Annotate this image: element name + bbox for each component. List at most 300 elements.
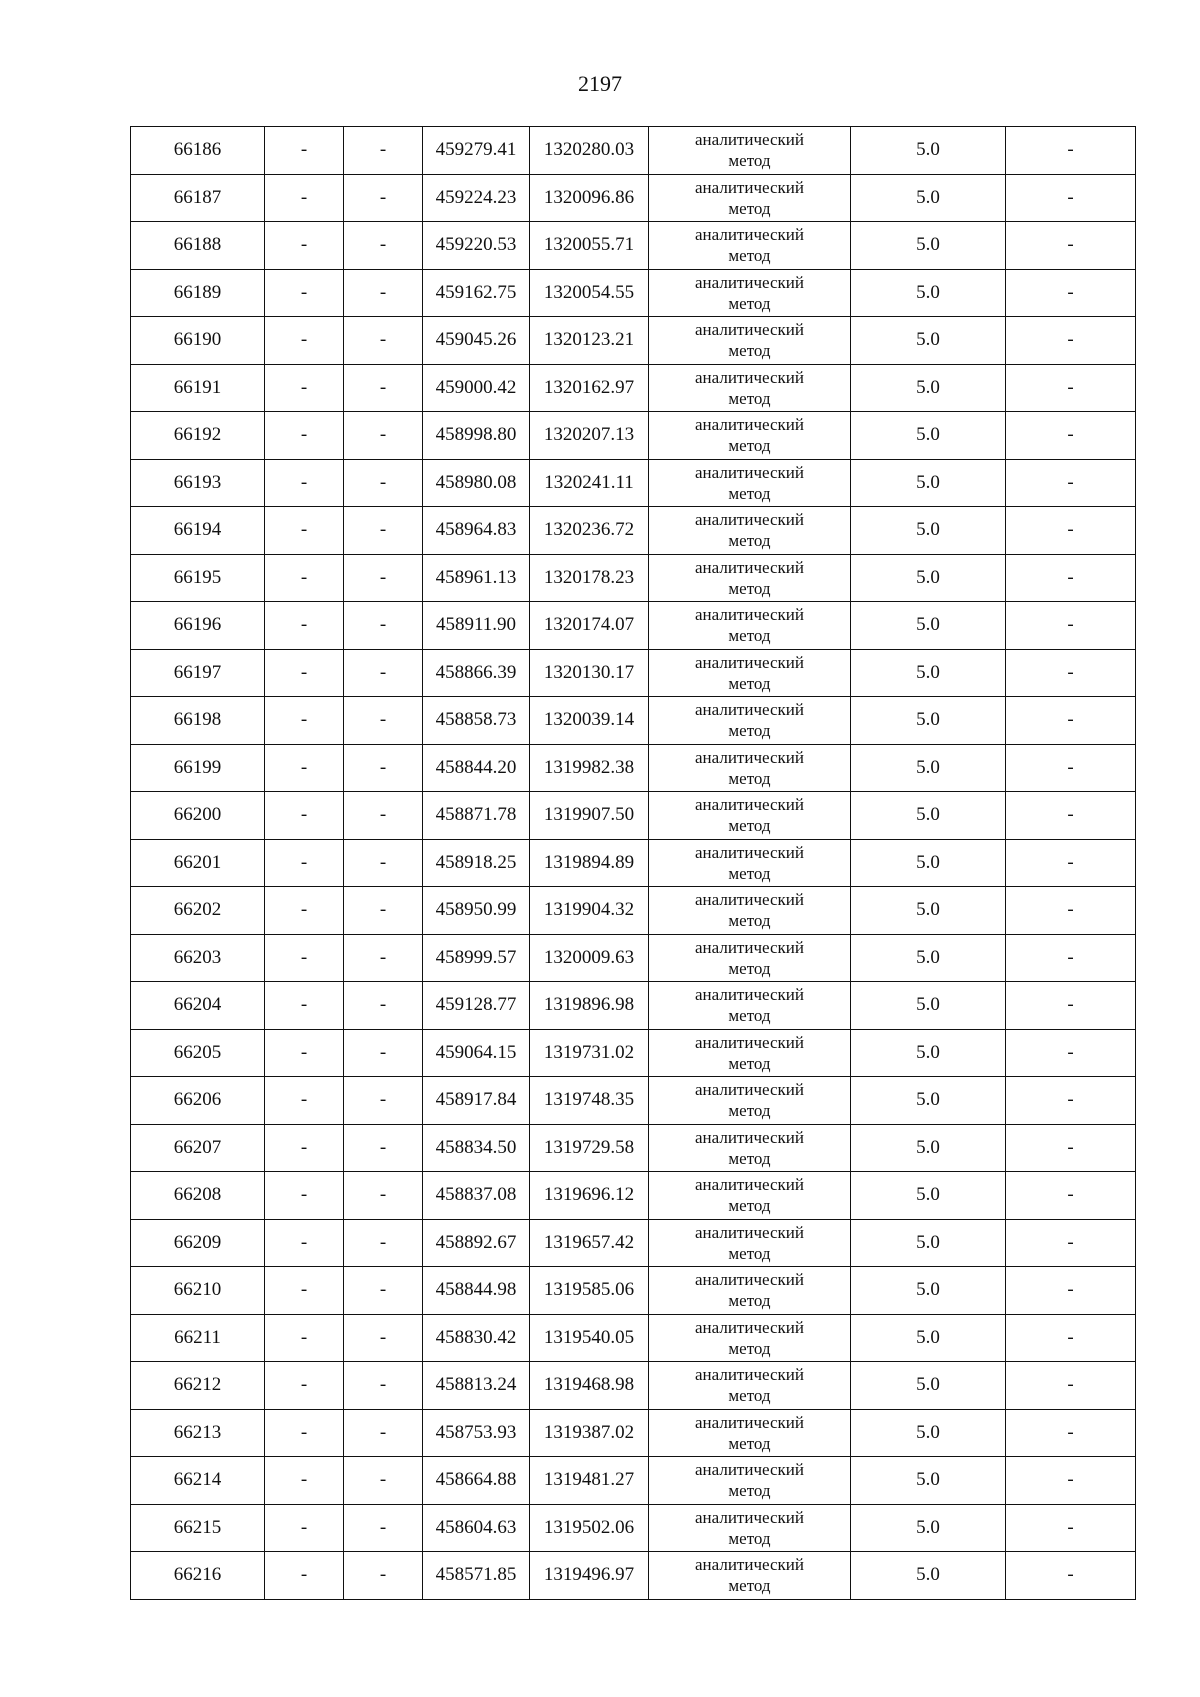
point-number-cell: 66211 (131, 1314, 265, 1362)
x-coordinate-cell: 458871.78 (423, 792, 530, 840)
note-cell: - (1006, 317, 1136, 365)
x-coordinate-cell: 459000.42 (423, 364, 530, 412)
x-coordinate-cell: 458664.88 (423, 1457, 530, 1505)
empty-cell-2: - (344, 174, 423, 222)
table-row (131, 222, 1136, 270)
empty-cell-2: - (344, 1314, 423, 1362)
accuracy-cell: 5.0 (851, 1219, 1006, 1267)
note-cell: - (1006, 602, 1136, 650)
table-row (131, 459, 1136, 507)
method-cell (649, 1029, 851, 1077)
table-row (131, 1077, 1136, 1125)
y-coordinate-cell: 1319502.06 (530, 1504, 649, 1552)
note-cell: - (1006, 1219, 1136, 1267)
point-number-cell: 66186 (131, 127, 265, 175)
method-cell (649, 982, 851, 1030)
table-row (131, 317, 1136, 365)
x-coordinate-cell: 459045.26 (423, 317, 530, 365)
method-line-1: аналитический (695, 462, 804, 482)
y-coordinate-cell: 1319657.42 (530, 1219, 649, 1267)
accuracy-cell: 5.0 (851, 982, 1006, 1030)
method-cell (649, 364, 851, 412)
empty-cell-1: - (265, 649, 344, 697)
method-cell (649, 1409, 851, 1457)
method-line-2: метод (728, 1386, 771, 1406)
point-number-cell: 66200 (131, 792, 265, 840)
y-coordinate-cell: 1320280.03 (530, 127, 649, 175)
accuracy-cell: 5.0 (851, 412, 1006, 460)
point-number-cell: 66201 (131, 839, 265, 887)
accuracy-cell: 5.0 (851, 1172, 1006, 1220)
accuracy-cell: 5.0 (851, 792, 1006, 840)
table-row (131, 412, 1136, 460)
y-coordinate-cell: 1319748.35 (530, 1077, 649, 1125)
x-coordinate-cell: 458844.20 (423, 744, 530, 792)
method-line-2: метод (728, 531, 771, 551)
note-cell: - (1006, 412, 1136, 460)
method-line-2: метод (728, 1338, 771, 1358)
method-cell (649, 649, 851, 697)
point-number-cell: 66204 (131, 982, 265, 1030)
method-cell (649, 1172, 851, 1220)
table-row (131, 1267, 1136, 1315)
table-row (131, 1552, 1136, 1600)
point-number-cell: 66213 (131, 1409, 265, 1457)
table-row (131, 697, 1136, 745)
empty-cell-2: - (344, 1504, 423, 1552)
method-line-2: метод (728, 673, 771, 693)
point-number-cell: 66202 (131, 887, 265, 935)
method-line-1: аналитический (695, 842, 804, 862)
y-coordinate-cell: 1320241.11 (530, 459, 649, 507)
method-line-2: метод (728, 293, 771, 313)
x-coordinate-cell: 458858.73 (423, 697, 530, 745)
point-number-cell: 66212 (131, 1362, 265, 1410)
method-line-2: метод (728, 911, 771, 931)
x-coordinate-cell: 458917.84 (423, 1077, 530, 1125)
table-row (131, 602, 1136, 650)
accuracy-cell: 5.0 (851, 1029, 1006, 1077)
y-coordinate-cell: 1320009.63 (530, 934, 649, 982)
table-body (131, 127, 1136, 1600)
method-line-1: аналитический (695, 652, 804, 672)
table-row (131, 839, 1136, 887)
accuracy-cell: 5.0 (851, 697, 1006, 745)
empty-cell-1: - (265, 982, 344, 1030)
y-coordinate-cell: 1320123.21 (530, 317, 649, 365)
method-line-1: аналитический (695, 605, 804, 625)
method-line-1: аналитический (695, 367, 804, 387)
y-coordinate-cell: 1320174.07 (530, 602, 649, 650)
x-coordinate-cell: 459224.23 (423, 174, 530, 222)
method-line-1: аналитический (695, 130, 804, 150)
method-cell (649, 222, 851, 270)
method-cell (649, 839, 851, 887)
x-coordinate-cell: 458892.67 (423, 1219, 530, 1267)
empty-cell-2: - (344, 792, 423, 840)
x-coordinate-cell: 458753.93 (423, 1409, 530, 1457)
empty-cell-2: - (344, 1409, 423, 1457)
method-line-1: аналитический (695, 272, 804, 292)
method-line-1: аналитический (695, 320, 804, 340)
empty-cell-1: - (265, 697, 344, 745)
x-coordinate-cell: 458950.99 (423, 887, 530, 935)
empty-cell-2: - (344, 602, 423, 650)
method-line-1: аналитический (695, 747, 804, 767)
table-row (131, 364, 1136, 412)
point-number-cell: 66195 (131, 554, 265, 602)
page-number: 2197 (578, 71, 622, 96)
x-coordinate-cell: 459162.75 (423, 269, 530, 317)
point-number-cell: 66190 (131, 317, 265, 365)
accuracy-cell: 5.0 (851, 1362, 1006, 1410)
method-line-2: метод (728, 1291, 771, 1311)
method-line-2: метод (728, 388, 771, 408)
point-number-cell: 66196 (131, 602, 265, 650)
coordinates-table (130, 126, 1136, 1600)
y-coordinate-cell: 1319894.89 (530, 839, 649, 887)
point-number-cell: 66209 (131, 1219, 265, 1267)
accuracy-cell: 5.0 (851, 744, 1006, 792)
method-line-2: метод (728, 768, 771, 788)
y-coordinate-cell: 1319731.02 (530, 1029, 649, 1077)
accuracy-cell: 5.0 (851, 174, 1006, 222)
point-number-cell: 66194 (131, 507, 265, 555)
x-coordinate-cell: 458911.90 (423, 602, 530, 650)
accuracy-cell: 5.0 (851, 839, 1006, 887)
empty-cell-2: - (344, 1267, 423, 1315)
x-coordinate-cell: 458998.80 (423, 412, 530, 460)
y-coordinate-cell: 1320130.17 (530, 649, 649, 697)
empty-cell-2: - (344, 839, 423, 887)
method-line-1: аналитический (695, 1032, 804, 1052)
x-coordinate-cell: 458604.63 (423, 1504, 530, 1552)
accuracy-cell: 5.0 (851, 1267, 1006, 1315)
empty-cell-1: - (265, 792, 344, 840)
empty-cell-1: - (265, 507, 344, 555)
note-cell: - (1006, 127, 1136, 175)
method-cell (649, 887, 851, 935)
x-coordinate-cell: 458830.42 (423, 1314, 530, 1362)
empty-cell-2: - (344, 982, 423, 1030)
table-row (131, 1029, 1136, 1077)
table-row (131, 174, 1136, 222)
empty-cell-2: - (344, 887, 423, 935)
empty-cell-1: - (265, 554, 344, 602)
empty-cell-1: - (265, 127, 344, 175)
method-cell (649, 1457, 851, 1505)
method-cell (649, 1077, 851, 1125)
point-number-cell: 66199 (131, 744, 265, 792)
empty-cell-1: - (265, 934, 344, 982)
point-number-cell: 66205 (131, 1029, 265, 1077)
y-coordinate-cell: 1320039.14 (530, 697, 649, 745)
point-number-cell: 66203 (131, 934, 265, 982)
method-cell (649, 1504, 851, 1552)
note-cell: - (1006, 507, 1136, 555)
y-coordinate-cell: 1319896.98 (530, 982, 649, 1030)
point-number-cell: 66198 (131, 697, 265, 745)
table-row (131, 649, 1136, 697)
empty-cell-1: - (265, 1457, 344, 1505)
empty-cell-1: - (265, 459, 344, 507)
accuracy-cell: 5.0 (851, 364, 1006, 412)
point-number-cell: 66188 (131, 222, 265, 270)
note-cell: - (1006, 982, 1136, 1030)
empty-cell-1: - (265, 1077, 344, 1125)
note-cell: - (1006, 887, 1136, 935)
method-cell (649, 317, 851, 365)
method-line-2: метод (728, 626, 771, 646)
method-cell (649, 554, 851, 602)
y-coordinate-cell: 1320162.97 (530, 364, 649, 412)
empty-cell-2: - (344, 1077, 423, 1125)
table-row (131, 1457, 1136, 1505)
method-line-1: аналитический (695, 510, 804, 530)
note-cell: - (1006, 744, 1136, 792)
empty-cell-2: - (344, 269, 423, 317)
x-coordinate-cell: 458834.50 (423, 1124, 530, 1172)
y-coordinate-cell: 1319540.05 (530, 1314, 649, 1362)
x-coordinate-cell: 458918.25 (423, 839, 530, 887)
table-row (131, 269, 1136, 317)
empty-cell-2: - (344, 317, 423, 365)
accuracy-cell: 5.0 (851, 554, 1006, 602)
empty-cell-2: - (344, 1552, 423, 1600)
table-row (131, 1172, 1136, 1220)
empty-cell-1: - (265, 1504, 344, 1552)
empty-cell-2: - (344, 412, 423, 460)
method-line-1: аналитический (695, 1412, 804, 1432)
empty-cell-2: - (344, 1362, 423, 1410)
y-coordinate-cell: 1320054.55 (530, 269, 649, 317)
method-line-2: метод (728, 246, 771, 266)
empty-cell-1: - (265, 364, 344, 412)
method-line-2: метод (728, 1433, 771, 1453)
method-cell (649, 269, 851, 317)
table-row (131, 1124, 1136, 1172)
note-cell: - (1006, 459, 1136, 507)
method-line-1: аналитический (695, 985, 804, 1005)
accuracy-cell: 5.0 (851, 1504, 1006, 1552)
y-coordinate-cell: 1319904.32 (530, 887, 649, 935)
point-number-cell: 66189 (131, 269, 265, 317)
method-line-2: метод (728, 1196, 771, 1216)
point-number-cell: 66193 (131, 459, 265, 507)
method-cell (649, 507, 851, 555)
note-cell: - (1006, 1172, 1136, 1220)
method-cell (649, 934, 851, 982)
y-coordinate-cell: 1320207.13 (530, 412, 649, 460)
empty-cell-1: - (265, 839, 344, 887)
empty-cell-1: - (265, 174, 344, 222)
empty-cell-1: - (265, 1219, 344, 1267)
x-coordinate-cell: 458961.13 (423, 554, 530, 602)
method-cell (649, 1267, 851, 1315)
point-number-cell: 66214 (131, 1457, 265, 1505)
note-cell: - (1006, 1314, 1136, 1362)
table-row (131, 1362, 1136, 1410)
empty-cell-1: - (265, 1362, 344, 1410)
empty-cell-1: - (265, 222, 344, 270)
y-coordinate-cell: 1319496.97 (530, 1552, 649, 1600)
method-cell (649, 744, 851, 792)
x-coordinate-cell: 459128.77 (423, 982, 530, 1030)
point-number-cell: 66187 (131, 174, 265, 222)
accuracy-cell: 5.0 (851, 269, 1006, 317)
accuracy-cell: 5.0 (851, 887, 1006, 935)
empty-cell-2: - (344, 744, 423, 792)
accuracy-cell: 5.0 (851, 934, 1006, 982)
note-cell: - (1006, 1362, 1136, 1410)
table-row (131, 1219, 1136, 1267)
y-coordinate-cell: 1320236.72 (530, 507, 649, 555)
empty-cell-2: - (344, 934, 423, 982)
method-line-1: аналитический (695, 1080, 804, 1100)
point-number-cell: 66216 (131, 1552, 265, 1600)
point-number-cell: 66208 (131, 1172, 265, 1220)
method-line-2: метод (728, 1006, 771, 1026)
method-line-2: метод (728, 958, 771, 978)
empty-cell-1: - (265, 1124, 344, 1172)
empty-cell-1: - (265, 1029, 344, 1077)
method-line-1: аналитический (695, 1460, 804, 1480)
method-line-1: аналитический (695, 890, 804, 910)
method-line-2: метод (728, 1528, 771, 1548)
empty-cell-2: - (344, 1172, 423, 1220)
empty-cell-2: - (344, 507, 423, 555)
empty-cell-2: - (344, 697, 423, 745)
note-cell: - (1006, 554, 1136, 602)
accuracy-cell: 5.0 (851, 317, 1006, 365)
table-row (131, 792, 1136, 840)
method-line-2: метод (728, 483, 771, 503)
method-line-1: аналитический (695, 1555, 804, 1575)
x-coordinate-cell: 459220.53 (423, 222, 530, 270)
empty-cell-1: - (265, 317, 344, 365)
point-number-cell: 66215 (131, 1504, 265, 1552)
method-line-2: метод (728, 436, 771, 456)
table-row (131, 1504, 1136, 1552)
method-line-1: аналитический (695, 1365, 804, 1385)
note-cell: - (1006, 1552, 1136, 1600)
note-cell: - (1006, 222, 1136, 270)
note-cell: - (1006, 1267, 1136, 1315)
empty-cell-2: - (344, 1124, 423, 1172)
table-row (131, 1409, 1136, 1457)
note-cell: - (1006, 1409, 1136, 1457)
note-cell: - (1006, 364, 1136, 412)
table-row (131, 744, 1136, 792)
accuracy-cell: 5.0 (851, 459, 1006, 507)
method-line-2: метод (728, 1053, 771, 1073)
y-coordinate-cell: 1319907.50 (530, 792, 649, 840)
x-coordinate-cell: 458964.83 (423, 507, 530, 555)
x-coordinate-cell: 458866.39 (423, 649, 530, 697)
note-cell: - (1006, 1124, 1136, 1172)
y-coordinate-cell: 1319696.12 (530, 1172, 649, 1220)
y-coordinate-cell: 1319585.06 (530, 1267, 649, 1315)
empty-cell-2: - (344, 1457, 423, 1505)
accuracy-cell: 5.0 (851, 1077, 1006, 1125)
method-line-1: аналитический (695, 795, 804, 815)
y-coordinate-cell: 1319982.38 (530, 744, 649, 792)
method-cell (649, 1314, 851, 1362)
point-number-cell: 66197 (131, 649, 265, 697)
empty-cell-2: - (344, 364, 423, 412)
point-number-cell: 66206 (131, 1077, 265, 1125)
y-coordinate-cell: 1319481.27 (530, 1457, 649, 1505)
accuracy-cell: 5.0 (851, 602, 1006, 650)
y-coordinate-cell: 1319468.98 (530, 1362, 649, 1410)
method-line-2: метод (728, 863, 771, 883)
point-number-cell: 66191 (131, 364, 265, 412)
table-row (131, 1314, 1136, 1362)
method-line-2: метод (728, 1101, 771, 1121)
empty-cell-1: - (265, 887, 344, 935)
method-line-1: аналитический (695, 1222, 804, 1242)
method-cell (649, 1362, 851, 1410)
table-row (131, 507, 1136, 555)
table-row (131, 887, 1136, 935)
point-number-cell: 66192 (131, 412, 265, 460)
empty-cell-2: - (344, 1029, 423, 1077)
method-line-1: аналитический (695, 1270, 804, 1290)
x-coordinate-cell: 458813.24 (423, 1362, 530, 1410)
method-line-1: аналитический (695, 1507, 804, 1527)
accuracy-cell: 5.0 (851, 507, 1006, 555)
x-coordinate-cell: 458999.57 (423, 934, 530, 982)
x-coordinate-cell: 458980.08 (423, 459, 530, 507)
method-line-1: аналитический (695, 937, 804, 957)
method-line-1: аналитический (695, 1127, 804, 1147)
note-cell: - (1006, 1077, 1136, 1125)
method-line-2: метод (728, 721, 771, 741)
note-cell: - (1006, 934, 1136, 982)
accuracy-cell: 5.0 (851, 1409, 1006, 1457)
method-line-2: метод (728, 816, 771, 836)
y-coordinate-cell: 1320178.23 (530, 554, 649, 602)
accuracy-cell: 5.0 (851, 1124, 1006, 1172)
x-coordinate-cell: 458844.98 (423, 1267, 530, 1315)
method-line-2: метод (728, 1243, 771, 1263)
accuracy-cell: 5.0 (851, 1314, 1006, 1362)
point-number-cell: 66207 (131, 1124, 265, 1172)
method-cell (649, 1552, 851, 1600)
empty-cell-2: - (344, 222, 423, 270)
method-line-1: аналитический (695, 700, 804, 720)
note-cell: - (1006, 792, 1136, 840)
empty-cell-2: - (344, 554, 423, 602)
note-cell: - (1006, 839, 1136, 887)
note-cell: - (1006, 1504, 1136, 1552)
empty-cell-2: - (344, 127, 423, 175)
method-cell (649, 697, 851, 745)
empty-cell-1: - (265, 269, 344, 317)
accuracy-cell: 5.0 (851, 127, 1006, 175)
empty-cell-1: - (265, 412, 344, 460)
empty-cell-1: - (265, 1172, 344, 1220)
method-line-2: метод (728, 1148, 771, 1168)
accuracy-cell: 5.0 (851, 222, 1006, 270)
method-cell (649, 127, 851, 175)
x-coordinate-cell: 458837.08 (423, 1172, 530, 1220)
method-cell (649, 1124, 851, 1172)
method-line-1: аналитический (695, 1317, 804, 1337)
empty-cell-2: - (344, 649, 423, 697)
empty-cell-1: - (265, 1314, 344, 1362)
note-cell: - (1006, 649, 1136, 697)
